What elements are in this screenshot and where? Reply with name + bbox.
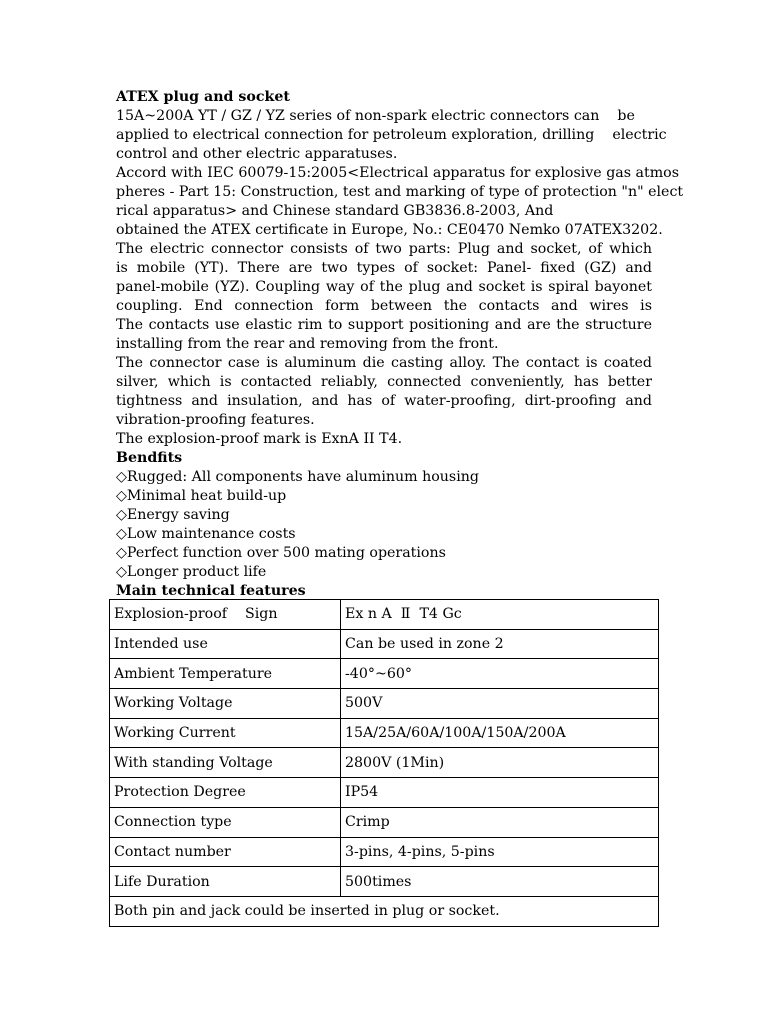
table-row (110, 689, 659, 719)
spec-table (109, 599, 659, 927)
structure-line: The contacts use elastic rim to support positioning and are the structure (116, 317, 652, 333)
benefit-item: ◇Minimal heat build-up (116, 488, 287, 504)
intro-line: applied to electrical connection for petroleum exploration, drilling electric (116, 127, 667, 143)
spec-label: Protection Degree (110, 778, 341, 808)
spec-value: 3-pins, 4-pins, 5-pins (341, 837, 659, 867)
spec-label: Contact number (110, 837, 341, 867)
spec-value: Can be used in zone 2 (341, 629, 659, 659)
spec-value: 15A/25A/60A/100A/150A/200A (341, 718, 659, 748)
spec-label: Working Current (110, 718, 341, 748)
structure-line: installing from the rear and removing from the front. (116, 336, 499, 352)
spec-label: Connection type (110, 807, 341, 837)
structure-line: panel-mobile (YZ). Coupling way of the plug and socket is spiral bayonet (116, 279, 652, 295)
benefit-item: ◇Low maintenance costs (116, 526, 296, 542)
spec-label: Intended use (110, 629, 341, 659)
document-title: ATEX plug and socket (116, 89, 290, 105)
spec-label: Working Voltage (110, 689, 341, 719)
table-footer-note: Both pin and jack could be inserted in plug or socket. (110, 896, 659, 926)
spec-value: 2800V (1Min) (341, 748, 659, 778)
case-line: The connector case is aluminum die casting alloy. The contact is coated (116, 355, 652, 371)
spec-label: Life Duration (110, 867, 341, 897)
table-row (110, 807, 659, 837)
benefits-heading: Bendfits (116, 450, 183, 466)
case-line: silver, which is contacted reliably, connected conveniently, has better (116, 374, 652, 390)
intro-line: obtained the ATEX certificate in Europe, No.: CE0470 Nemko 07ATEX3202. (116, 222, 663, 238)
spec-value: IP54 (341, 778, 659, 808)
spec-value: 500V (341, 689, 659, 719)
case-line: tightness and insulation, and has of water-proofing, dirt-proofing and (116, 393, 652, 409)
table-row (110, 659, 659, 689)
case-line: vibration-proofing features. (116, 412, 315, 428)
intro-line: 15A~200A YT / GZ / YZ series of non-spark electric connectors can be (116, 108, 635, 124)
table-row (110, 718, 659, 748)
benefit-item: ◇Longer product life (116, 564, 267, 580)
intro-line: pheres - Part 15: Construction, test and marking of type of protection "n" elect (116, 184, 684, 200)
table-row (110, 629, 659, 659)
spec-label: Ambient Temperature (110, 659, 341, 689)
spec-value: Crimp (341, 807, 659, 837)
table-row (110, 748, 659, 778)
table-row (110, 837, 659, 867)
intro-line: rical apparatus> and Chinese standard GB3836.8-2003, And (116, 203, 554, 219)
table-footer-row (110, 896, 659, 926)
benefit-item: ◇Rugged: All components have aluminum housing (116, 469, 479, 485)
structure-line: is mobile (YT). There are two types of socket: Panel- fixed (GZ) and (116, 260, 652, 276)
spec-label: Explosion-proof Sign (110, 600, 341, 630)
features-heading: Main technical features (116, 583, 306, 599)
intro-line: control and other electric apparatuses. (116, 146, 398, 162)
spec-label: With standing Voltage (110, 748, 341, 778)
table-row (110, 867, 659, 897)
document-body (116, 88, 684, 601)
table-row (110, 778, 659, 808)
structure-line: The electric connector consists of two parts: Plug and socket, of which (116, 241, 652, 257)
table-row (110, 600, 659, 630)
benefit-item: ◇Perfect function over 500 mating operations (116, 545, 446, 561)
benefit-item: ◇Energy saving (116, 507, 230, 523)
spec-value: 500times (341, 867, 659, 897)
case-line: The explosion-proof mark is ExnA II T4. (116, 431, 403, 447)
intro-line: Accord with IEC 60079-15:2005<Electrical apparatus for explosive gas atmos (116, 165, 679, 181)
spec-value: Ex n A Ⅱ T4 Gc (341, 600, 659, 630)
spec-value: -40°~60° (341, 659, 659, 689)
structure-line: coupling. End connection form between the contacts and wires is (116, 298, 652, 314)
